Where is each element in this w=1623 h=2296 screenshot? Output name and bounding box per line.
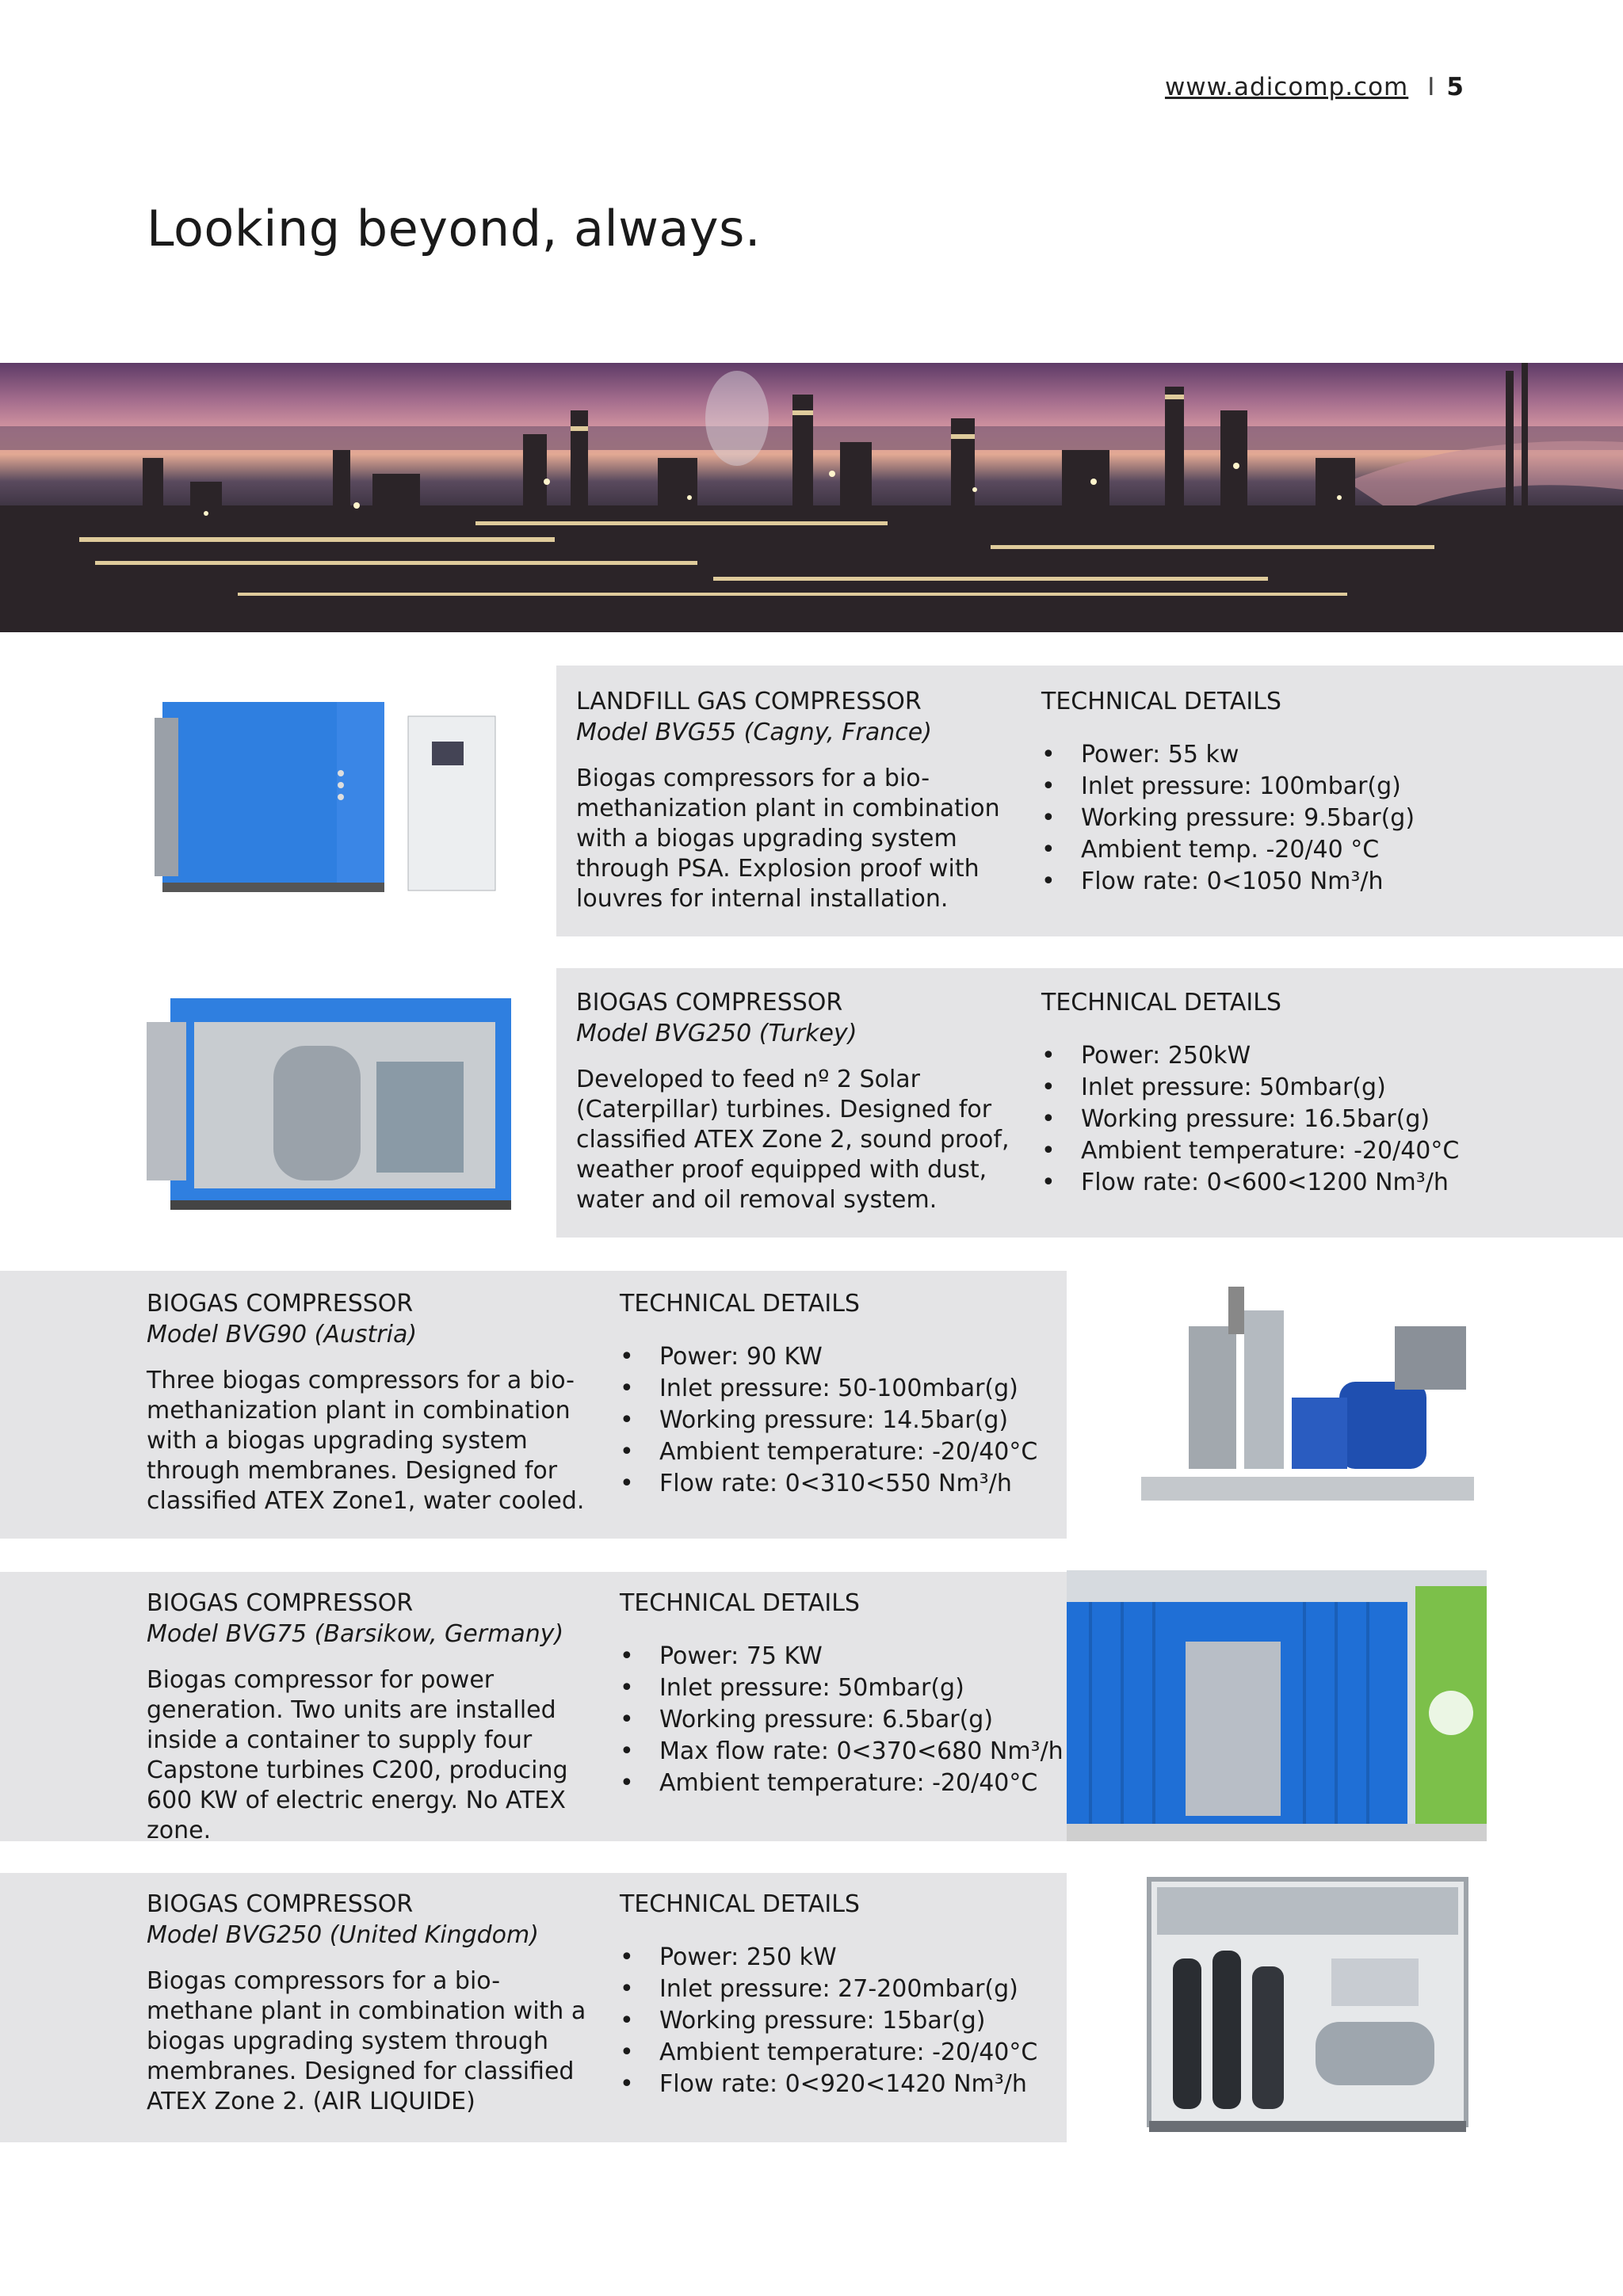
- spec-list: [620, 1341, 1048, 1500]
- product-description: Three biogas compressors for a bio-methanization plant in combination with a biogas upgrading system through membranes. Designed for classified ATEX Zone1, water cooled.: [147, 1367, 585, 1515]
- product-panel-bvg90: [0, 1271, 1067, 1539]
- product-description: Biogas compressors for a bio-methane plant in combination with a biogas upgrading system through membranes. Designed for classified ATEX Zone 2. (AIR LIQUIDE): [147, 1967, 586, 2115]
- product-panel-bvg75: [0, 1572, 1067, 1844]
- product-panel-bvg55: [556, 666, 1623, 936]
- spec-item: • Working pressure: 14.5bar(g): [620, 1405, 1048, 1436]
- spec-item: • Working pressure: 15bar(g): [620, 2005, 1048, 2037]
- product-description: Developed to feed nº 2 Solar (Caterpillar) turbines. Designed for classified ATEX Zone 2, sound proof, weather proof equipped with dust, water and oil removal system.: [576, 1066, 1010, 1214]
- product-title: LANDFILL GAS COMPRESSOR: [576, 688, 922, 715]
- product-panel-bvg250-turkey: [556, 968, 1623, 1238]
- product-panel-bvg250-uk: [0, 1873, 1067, 2142]
- spec-list: [1041, 739, 1596, 898]
- spec-item: • Ambient temperature: -20/40°C: [1041, 1135, 1612, 1167]
- spec-item: • Flow rate: 0<310<550 Nm³/h: [620, 1468, 1048, 1500]
- product-model: Model BVG250 (Turkey): [576, 1020, 857, 1047]
- page-headline: Looking beyond, always.: [147, 200, 762, 257]
- page-header: [1165, 73, 1465, 101]
- spec-item: • Ambient temp. -20/40 °C: [1041, 834, 1596, 866]
- product-description: Biogas compressor for power generation. Two units are installed inside a container to supply four Capstone turbines C200, producing 600 KW of electric energy. No ATEX zone.: [147, 1666, 568, 1844]
- spec-item: • Working pressure: 16.5bar(g): [1041, 1104, 1612, 1135]
- spec-list: [1041, 1040, 1612, 1199]
- spec-item: • Power: 250 kW: [620, 1942, 1048, 1974]
- technical-details-heading: TECHNICAL DETAILS: [1041, 989, 1281, 1016]
- product-image-bvg250-uk: [1141, 1871, 1474, 2141]
- technical-details-heading: TECHNICAL DETAILS: [620, 1589, 860, 1617]
- spec-item: • Power: 75 KW: [620, 1641, 1048, 1672]
- product-description: Biogas compressors for a bio-methanization plant in combination with a biogas upgrading system through PSA. Explosion proof with louvres for internal installation.: [576, 765, 1000, 913]
- spec-item: • Flow rate: 0<600<1200 Nm³/h: [1041, 1167, 1612, 1199]
- product-model: Model BVG250 (United Kingdom): [147, 1921, 539, 1949]
- spec-list: [620, 1942, 1048, 2100]
- website-link[interactable]: www.adicomp.com: [1164, 73, 1409, 101]
- product-image-bvg75: [1067, 1570, 1487, 1841]
- spec-item: • Working pressure: 6.5bar(g): [620, 1704, 1048, 1736]
- technical-details-heading: TECHNICAL DETAILS: [1041, 688, 1281, 715]
- spec-item: • Power: 55 kw: [1041, 739, 1596, 771]
- spec-item: • Max flow rate: 0<370<680 Nm³/h: [620, 1736, 1048, 1768]
- spec-item: • Inlet pressure: 50mbar(g): [1041, 1072, 1612, 1104]
- spec-item: • Working pressure: 9.5bar(g): [1041, 803, 1596, 834]
- product-title: BIOGAS COMPRESSOR: [147, 1589, 414, 1617]
- spec-item: • Ambient temperature: -20/40°C: [620, 1768, 1048, 1799]
- spec-item: • Inlet pressure: 100mbar(g): [1041, 771, 1596, 803]
- header-separator: I: [1427, 73, 1436, 101]
- spec-item: • Inlet pressure: 27-200mbar(g): [620, 1974, 1048, 2005]
- spec-item: • Ambient temperature: -20/40°C: [620, 2037, 1048, 2069]
- spec-item: • Inlet pressure: 50mbar(g): [620, 1672, 1048, 1704]
- product-title: BIOGAS COMPRESSOR: [147, 1890, 414, 1918]
- product-model: Model BVG75 (Barsikow, Germany): [147, 1620, 564, 1648]
- spec-list: [620, 1641, 1064, 1799]
- spec-item: • Ambient temperature: -20/40°C: [620, 1436, 1048, 1468]
- page-number: 5: [1446, 73, 1465, 101]
- product-image-bvg55: [147, 686, 519, 903]
- product-model: Model BVG90 (Austria): [147, 1321, 418, 1348]
- spec-item: • Inlet pressure: 50-100mbar(g): [620, 1373, 1048, 1405]
- spec-item: • Power: 90 KW: [620, 1341, 1048, 1373]
- product-image-bvg250-turkey: [147, 990, 519, 1220]
- product-title: BIOGAS COMPRESSOR: [147, 1290, 414, 1318]
- product-image-bvg90: [1133, 1279, 1490, 1524]
- technical-details-heading: TECHNICAL DETAILS: [620, 1290, 860, 1318]
- product-model: Model BVG55 (Cagny, France): [576, 719, 932, 746]
- refinery-hero-image: [0, 363, 1623, 632]
- product-title: BIOGAS COMPRESSOR: [576, 989, 843, 1016]
- spec-item: • Power: 250kW: [1041, 1040, 1612, 1072]
- spec-item: • Flow rate: 0<920<1420 Nm³/h: [620, 2069, 1048, 2100]
- spec-item: • Flow rate: 0<1050 Nm³/h: [1041, 866, 1596, 898]
- technical-details-heading: TECHNICAL DETAILS: [620, 1890, 860, 1918]
